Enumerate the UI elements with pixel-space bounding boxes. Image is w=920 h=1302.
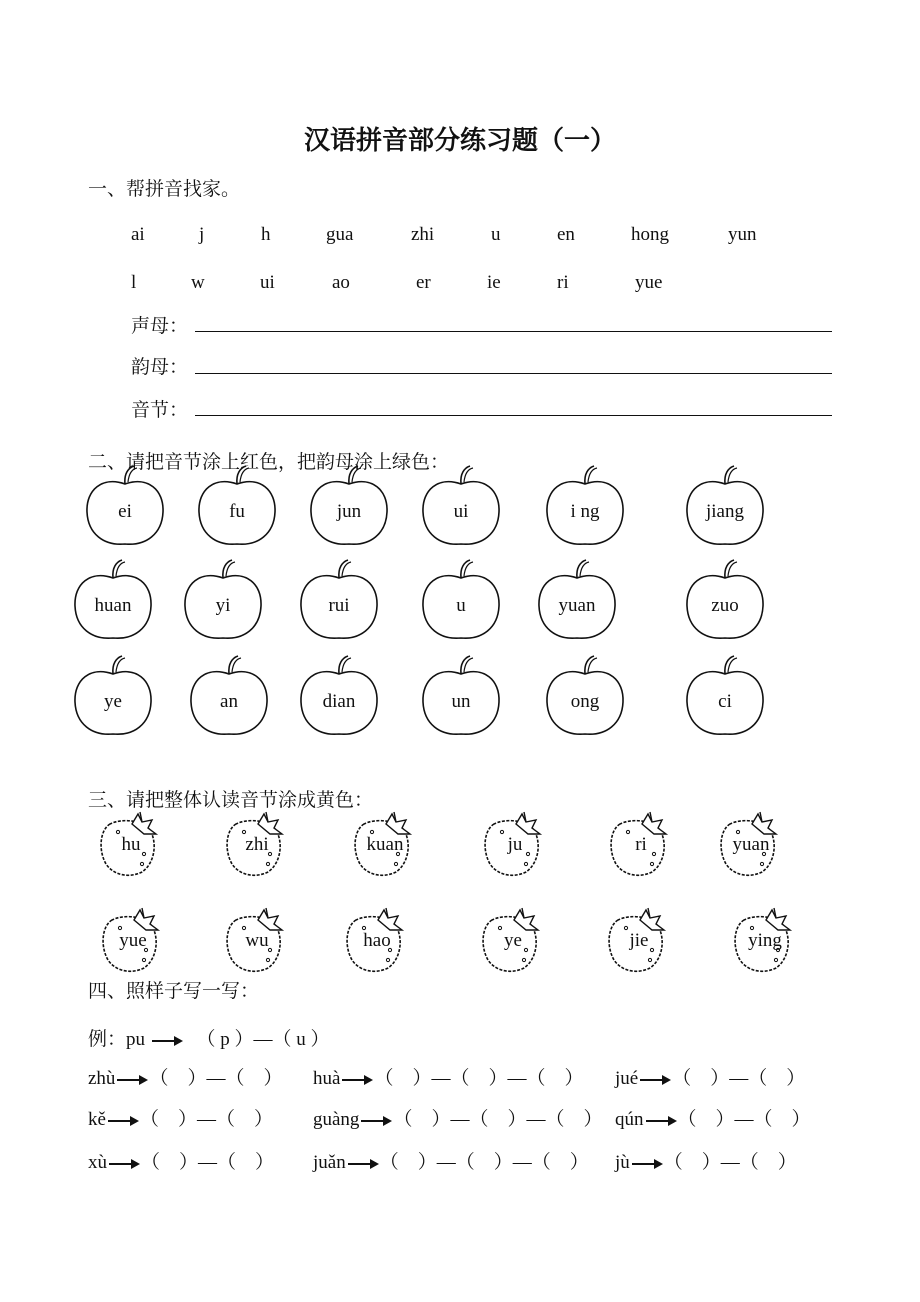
- section-2-heading: 二、请把音节涂上红色，把韵母涂上绿色：: [88, 451, 450, 473]
- apple-fruit[interactable]: [298, 568, 380, 642]
- arrow-icon: [150, 1035, 184, 1047]
- page-title: 汉语拼音部分练习题（一）: [303, 126, 616, 156]
- strawberry-label: jie: [629, 930, 649, 951]
- fruit-label: ye: [104, 691, 122, 712]
- fruit-label: i ng: [570, 501, 600, 522]
- strawberry-fruit[interactable]: [350, 810, 420, 880]
- section-4-heading: 四、照样子写一写：: [88, 980, 260, 1002]
- pinyin-item: yun: [728, 224, 757, 245]
- blank-answers[interactable]: （ ）—（ ）: [663, 1152, 797, 1173]
- fruit-label: jun: [336, 501, 362, 522]
- pinyin-item: ri: [557, 272, 569, 293]
- decomposition-item[interactable]: [615, 1147, 797, 1174]
- section-1-heading: 一、帮拼音找家。: [88, 178, 241, 200]
- strawberry-label: yue: [119, 930, 147, 951]
- section-3-heading: 三、请把整体认读音节涂成黄色：: [88, 789, 374, 811]
- strawberry-fruit[interactable]: [222, 810, 292, 880]
- fruit-label: un: [451, 691, 471, 712]
- apple-fruit[interactable]: [188, 664, 270, 738]
- syllable-word: xù: [88, 1152, 107, 1173]
- fruit-label: fu: [229, 501, 245, 522]
- strawberry-label: hu: [121, 834, 141, 855]
- pinyin-item: en: [557, 224, 575, 245]
- label-yunmu: 韵母：: [131, 356, 189, 378]
- pinyin-item: ai: [131, 224, 145, 245]
- strawberry-label: zhi: [245, 834, 269, 855]
- decomposition-item[interactable]: [615, 1104, 811, 1131]
- example-answer: （ p ）—（ u ）: [196, 1029, 330, 1050]
- example-label: 例：pu: [88, 1029, 146, 1050]
- fruit-label: u: [456, 595, 466, 616]
- arrow-icon: [630, 1158, 664, 1170]
- apple-fruit[interactable]: [72, 664, 154, 738]
- apple-fruit[interactable]: [684, 664, 766, 738]
- blank-answers[interactable]: （ ）—（ ）—（ ）: [374, 1068, 584, 1089]
- blank-answers[interactable]: （ ）—（ ）: [149, 1068, 283, 1089]
- pinyin-item: ui: [260, 272, 275, 293]
- apple-fruit[interactable]: [298, 664, 380, 738]
- syllable-word: jù: [615, 1152, 630, 1173]
- answer-line-yinjie[interactable]: [195, 415, 832, 416]
- pinyin-item: gua: [326, 224, 354, 245]
- apple-fruit[interactable]: [684, 568, 766, 642]
- decomposition-item[interactable]: [88, 1063, 282, 1090]
- pinyin-item: hong: [631, 224, 669, 245]
- example-row: [88, 1024, 330, 1051]
- fruit-label: ong: [570, 691, 600, 712]
- strawberry-fruit[interactable]: [480, 810, 550, 880]
- pinyin-item: ie: [487, 272, 501, 293]
- strawberry-fruit[interactable]: [222, 906, 292, 976]
- decomposition-item[interactable]: [313, 1147, 589, 1174]
- strawberry-label: wu: [245, 930, 269, 951]
- strawberry-fruit[interactable]: [716, 810, 786, 880]
- label-shengmu: 声母：: [131, 315, 189, 337]
- pinyin-item: l: [131, 272, 137, 293]
- blank-answers[interactable]: （ ）—（ ）: [139, 1109, 273, 1130]
- pinyin-item: j: [199, 224, 205, 245]
- apple-fruit[interactable]: [420, 568, 502, 642]
- apple-fruit[interactable]: [196, 474, 278, 548]
- syllable-word: qún: [615, 1109, 644, 1130]
- pinyin-item: h: [261, 224, 271, 245]
- pinyin-item: zhi: [411, 224, 435, 245]
- pinyin-item: er: [416, 272, 431, 293]
- strawberry-label: ye: [504, 930, 522, 951]
- fruit-label: rui: [328, 595, 350, 616]
- blank-answers[interactable]: （ ）—（ ）: [677, 1109, 811, 1130]
- fruit-label: zuo: [711, 595, 739, 616]
- apple-fruit[interactable]: [420, 474, 502, 548]
- answer-line-shengmu[interactable]: [195, 331, 832, 332]
- fruit-label: ci: [718, 691, 732, 712]
- strawberry-label: yuan: [732, 834, 770, 855]
- strawberry-label: ri: [635, 834, 647, 855]
- strawberry-label: hao: [363, 930, 391, 951]
- apple-fruit[interactable]: [308, 474, 390, 548]
- arrow-icon: [638, 1074, 672, 1086]
- syllable-word: jué: [615, 1068, 639, 1089]
- arrow-icon: [644, 1115, 678, 1127]
- arrow-icon: [107, 1158, 141, 1170]
- apple-fruit[interactable]: [544, 664, 626, 738]
- strawberry-fruit[interactable]: [604, 906, 674, 976]
- syllable-word: juǎn: [313, 1152, 346, 1173]
- apple-fruit[interactable]: [684, 474, 766, 548]
- apple-fruit[interactable]: [182, 568, 264, 642]
- apple-fruit[interactable]: [72, 568, 154, 642]
- strawberry-fruit[interactable]: [96, 810, 166, 880]
- fruit-label: dian: [322, 691, 356, 712]
- blank-answers[interactable]: （ ）—（ ）: [672, 1068, 806, 1089]
- fruit-label: ui: [453, 501, 469, 522]
- syllable-word: kě: [88, 1109, 106, 1130]
- pinyin-item: u: [491, 224, 501, 245]
- blank-answers[interactable]: （ ）—（ ）—（ ）: [379, 1152, 589, 1173]
- decomposition-item[interactable]: [88, 1104, 273, 1131]
- label-yinjie: 音节：: [131, 399, 189, 421]
- decomposition-item[interactable]: [88, 1147, 274, 1174]
- fruit-label: jiang: [706, 501, 744, 522]
- syllable-word: guàng: [313, 1109, 360, 1130]
- pinyin-item: yue: [635, 272, 663, 293]
- decomposition-item[interactable]: [615, 1063, 805, 1090]
- fruit-label: yuan: [558, 595, 596, 616]
- arrow-icon: [346, 1158, 380, 1170]
- syllable-word: huà: [313, 1068, 341, 1089]
- syllable-word: zhù: [88, 1068, 116, 1089]
- fruit-label: huan: [94, 595, 132, 616]
- fruit-label: ei: [118, 501, 132, 522]
- apple-fruit[interactable]: [84, 474, 166, 548]
- arrow-icon: [115, 1074, 149, 1086]
- pinyin-item: w: [191, 272, 205, 293]
- strawberry-label: ju: [507, 834, 523, 855]
- apple-fruit[interactable]: [544, 474, 626, 548]
- strawberry-label: ying: [748, 930, 782, 951]
- decomposition-item[interactable]: [313, 1104, 602, 1131]
- pinyin-item: ao: [332, 272, 350, 293]
- fruit-label: yi: [215, 595, 231, 616]
- answer-line-yunmu[interactable]: [195, 373, 832, 374]
- arrow-icon: [106, 1115, 140, 1127]
- strawberry-fruit[interactable]: [98, 906, 168, 976]
- arrow-icon: [340, 1074, 374, 1086]
- blank-answers[interactable]: （ ）—（ ）: [141, 1152, 275, 1173]
- arrow-icon: [359, 1115, 393, 1127]
- decomposition-item[interactable]: [313, 1063, 583, 1090]
- apple-fruit[interactable]: [536, 568, 618, 642]
- strawberry-fruit[interactable]: [730, 906, 800, 976]
- strawberry-fruit[interactable]: [342, 906, 412, 976]
- fruit-label: an: [220, 691, 238, 712]
- strawberry-label: kuan: [366, 834, 404, 855]
- blank-answers[interactable]: （ ）—（ ）—（ ）: [393, 1109, 603, 1130]
- apple-fruit[interactable]: [420, 664, 502, 738]
- strawberry-fruit[interactable]: [606, 810, 676, 880]
- strawberry-fruit[interactable]: [478, 906, 548, 976]
